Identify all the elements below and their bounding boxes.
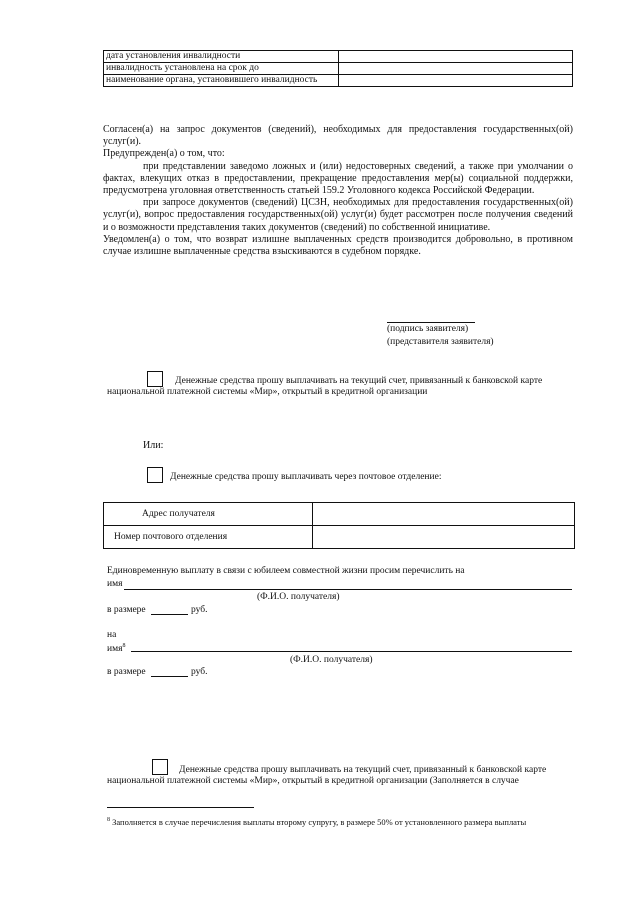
- consent-warning-2: при запросе документов (сведений) ЦСЗН, необходимых для предоставления государственных(ой) услуг(и), вопрос предоставления государственных(ой) услуг(и) будет рассмотрен после получения сведений и о возможности представления таких документов (сведений) по собственной инициативе.: [103, 197, 573, 233]
- table-row: [104, 75, 573, 87]
- name-label: имя: [107, 579, 123, 589]
- table-cell-label: инвалидность установлена на срок до: [104, 63, 339, 75]
- footnote-mark: 8: [107, 817, 110, 823]
- amount-label-2: в размере: [107, 667, 146, 677]
- lump-sum-intro: Единовременную выплату в связи с юбилеем совместной жизни просим перечислить на: [107, 566, 465, 576]
- signature-representative-caption: (представителя заявителя): [387, 337, 494, 347]
- table-row: [104, 526, 575, 549]
- card-option-text: Денежные средства прошу выплачивать на текущий счет, привязанный к банковской карте национальной платежной системы «Мир», открытый в кредитной организации: [107, 376, 543, 397]
- fio-caption: (Ф.И.О. получателя): [257, 592, 340, 602]
- consent-warning-1: при представлении заведомо ложных и (или) недостоверных сведений, а также при умолчании о фактах, влекущих отказ в предоставлении, прекращение предоставления мер(ы) социальной поддержки, предусмотрена уголовная ответственность статьей 159.2 Уголовного кодекса Российской Федерации.: [103, 160, 573, 197]
- consent-agreed: Согласен(а) на запрос документов (сведений), необходимых для предоставления государственных(ой) услуг(и).: [103, 124, 573, 148]
- table-cell-label: наименование органа, установившего инвалидность: [104, 75, 339, 87]
- on-label: на: [107, 630, 117, 640]
- post-option-text: Денежные средства прошу выплачивать через почтовое отделение:: [170, 472, 442, 482]
- table-cell-label: Адрес получателя: [104, 503, 313, 526]
- or-label: Или:: [143, 440, 164, 451]
- signature-line[interactable]: [387, 322, 475, 323]
- post-table: [103, 502, 575, 549]
- amount-label: в размере: [107, 605, 146, 615]
- recipient-name-line[interactable]: [124, 589, 572, 590]
- table-cell-value[interactable]: [339, 51, 573, 63]
- signature-caption: (подпись заявителя): [387, 324, 469, 334]
- table-cell-value[interactable]: [313, 526, 575, 549]
- table-cell-value[interactable]: [313, 503, 575, 526]
- card-option-text-2: Денежные средства прошу выплачивать на текущий счет, привязанный к банковской карте национальной платежной системы «Мир», открытый в кредитной организации (Заполняется в случае: [107, 765, 547, 786]
- consent-warned-intro: Предупрежден(а) о том, что:: [103, 148, 225, 160]
- name-label-2-text: имя: [107, 644, 123, 655]
- name-label-2: [107, 641, 125, 655]
- currency-label-2: руб.: [191, 667, 208, 677]
- amount-line[interactable]: [151, 614, 188, 615]
- post-option-checkbox[interactable]: [147, 467, 163, 483]
- table-row: [104, 503, 575, 526]
- footnote: [107, 815, 567, 828]
- disability-table: [103, 50, 573, 87]
- currency-label: руб.: [191, 605, 208, 615]
- table-cell-value[interactable]: [339, 75, 573, 87]
- consent-notified: Уведомлен(а) о том, что возврат излишне выплаченных средств производится добровольно, в противном случае излишне выплаченные средства взыскиваются в судебном порядке.: [103, 233, 573, 258]
- footnote-text: Заполняется в случае перечисления выплаты второму супругу, в размере 50% от установленного размера выплаты: [112, 816, 527, 827]
- recipient-name-line-2[interactable]: [131, 651, 572, 652]
- fio-caption-2: (Ф.И.О. получателя): [290, 655, 373, 665]
- table-row: [104, 63, 573, 75]
- footnote-separator: [107, 807, 254, 808]
- table-cell-value[interactable]: [339, 63, 573, 75]
- table-cell-label: дата установления инвалидности: [104, 51, 339, 63]
- consent-block: [103, 124, 573, 258]
- amount-line-2[interactable]: [151, 676, 188, 677]
- table-cell-label: Номер почтового отделения: [104, 526, 313, 549]
- table-row: [104, 51, 573, 63]
- footnote-ref: 8: [122, 643, 126, 649]
